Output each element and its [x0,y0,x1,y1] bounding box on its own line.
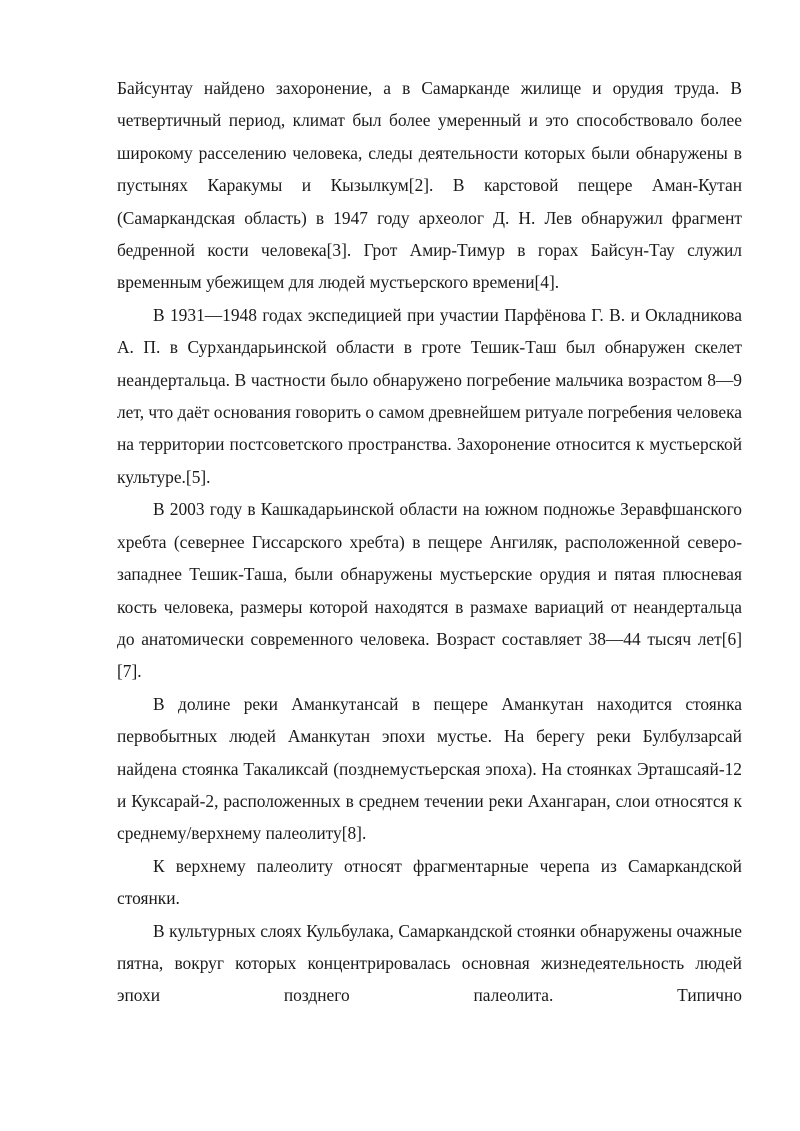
paragraph-2: В 1931—1948 годах экспедицией при участии Парфёнова Г. В. и Окладникова А. П. в Сурхандарьинской области в гроте Тешик-Таш был обнаружен скелет неандертальца. В частности было обнаружено погребение мальчика возрастом 8—9 лет, что даёт основания говорить о самом древнейшем ритуале погребения человека на территории постсоветского пространства. Захоронение относится к мустьерской культуре.[5]. [117,304,742,487]
paragraph-4: В долине реки Аманкутансай в пещере Аманкутан находится стоянка первобытных людей Аманкутан эпохи мустье. На берегу реки Булбулзарсай найдена стоянка Такаликсай (позднемустьерская эпоха). На стоянках Эрташсаяй-12 и Куксарай-2, расположенных в среднем течении реки Ахангаран, слои относятся к среднему/верхнему палеолиту[8]. [117,693,742,844]
paragraph-3: В 2003 году в Кашкадарьинской области на южном подножье Зеравфшанского хребта (севернее Гиссарского хребта) в пещере Ангиляк, расположенной северо-западнее Тешик-Таша, были обнаружены мустьерские орудия и пятая плюсневая кость человека, размеры которой находятся в размахе вариаций от неандертальца до анатомически современного человека. Возраст составляет 38—44 тысяч лет[6][7]. [117,499,742,682]
paragraph-1: Байсунтау найдено захоронение, а в Самарканде жилище и орудия труда. В четвертичный период, климат был более умеренный и это способствовало более широкому расселению человека, следы деятельности которых были обнаружены в пустынях Каракумы и Кызылкум[2]. В карстовой пещере Аман-Кутан (Самаркандская область) в 1947 году археолог Д. Н. Лев обнаружил фрагмент бедренной кости человека[3]. Грот Амир-Тимур в горах Байсун-Тау служил временным убежищем для людей мустьерского времени[4]. [117,78,742,293]
paragraph-6: В культурных слоях Кульбулака, Самаркандской стоянки обнаружены очажные пятна, вокруг которых концентрировалась основная жизнедеятельность людей эпохи позднего палеолита. Типично [117,920,742,1006]
body-text [117,72,742,1012]
paragraph-5: К верхнему палеолиту относят фрагментарные черепа из Самаркандской стоянки. [117,855,742,909]
